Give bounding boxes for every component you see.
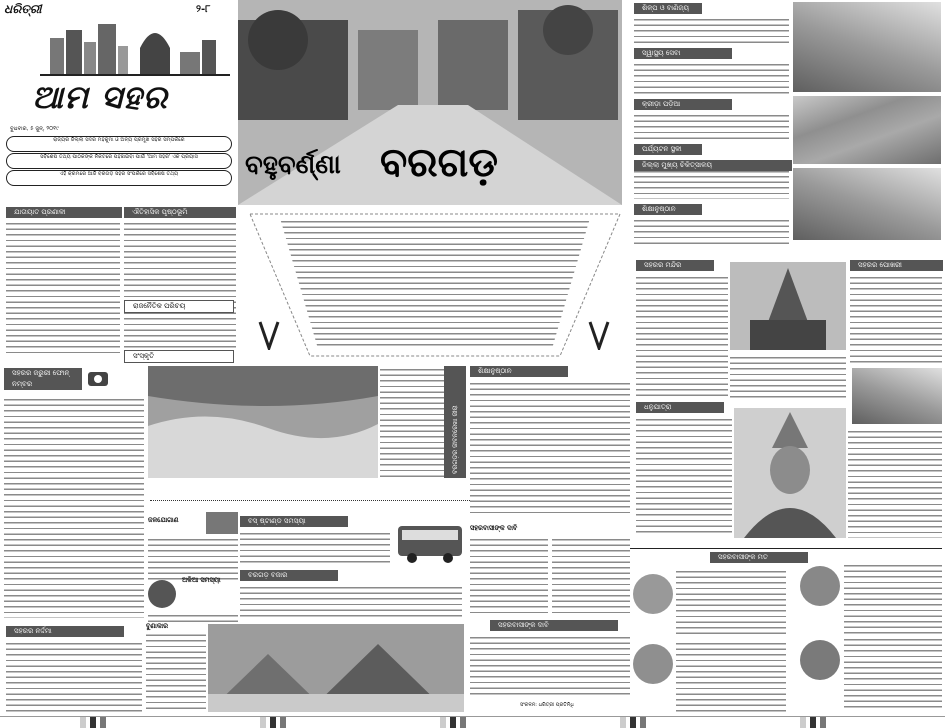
helpline-box — [4, 368, 144, 618]
section-header-demand-lower: ସହରବାସୀଙ୍କ ଦାବି — [490, 620, 618, 631]
lead-text-block — [280, 218, 590, 346]
headline-left: ବହୁବର୍ଣ୍ଣା — [245, 150, 341, 180]
section-header-weaving: ବୁଣାକାର — [146, 622, 206, 631]
people-icon — [206, 512, 238, 534]
section-header-drainage: ସହରର ନର୍ଦ୍ଦମା — [6, 626, 124, 637]
temple-text — [636, 274, 728, 398]
opinion-text-1 — [676, 568, 786, 638]
helpline-list — [4, 396, 144, 618]
temple-photo — [730, 262, 846, 350]
section-header-dhanuyatra: ଧନୁଯାତ୍ରା — [636, 402, 724, 413]
guide-dots — [150, 500, 470, 502]
building-photo-1 — [793, 2, 941, 92]
brand-name: ଧରିତ୍ରୀ — [4, 2, 42, 16]
section-header-politics: ରାଜନୈତିକ ପରିଚୟ — [124, 300, 234, 313]
opinion-divider — [630, 548, 942, 549]
garbage-text — [148, 612, 238, 622]
drainage-text — [6, 640, 142, 712]
kansa-photo — [734, 408, 846, 538]
page-number: ୨-୮ — [196, 4, 211, 15]
opinion-avatar-2 — [800, 566, 840, 606]
market-illustration — [208, 624, 464, 712]
bottom-strip — [0, 716, 945, 728]
demand-text-2 — [552, 536, 630, 616]
date-line: ବୁଧବାର, ୫ ଜୁନ୍, ୨୦୧୯ — [10, 126, 59, 132]
section-header-health: ସ୍ୱାସ୍ଥ୍ୟ ସେବା — [634, 48, 732, 59]
industry-text — [634, 16, 789, 46]
water-text — [148, 536, 238, 580]
lead-article — [240, 210, 630, 360]
bus-icon — [396, 520, 466, 564]
phone-icon — [86, 368, 110, 390]
opinion-text-2 — [844, 562, 942, 636]
education-mid-text — [470, 380, 630, 514]
section-header-industry: ଶିଳ୍ପ ଓ ବାଣିଜ୍ୟ — [634, 3, 702, 14]
section-header-education-mid: ଶିକ୍ଷାନୁଷ୍ଠାନ — [470, 366, 568, 377]
garbage-icon — [148, 580, 176, 608]
city-skyline-illustration — [40, 18, 230, 76]
section-header-water: ଜଳଯୋଗାଣ — [148, 516, 179, 524]
left-arrow-icon — [258, 320, 280, 350]
opinion-avatar-3 — [633, 644, 673, 684]
temple-text-2 — [730, 354, 846, 398]
market-text — [240, 584, 462, 620]
kansa-illustration — [734, 408, 846, 538]
right-arrow-icon — [588, 320, 610, 350]
weaving-text — [146, 626, 206, 712]
section-header-garbage: ଅଳିଆ ସମସ୍ୟା — [182, 576, 221, 584]
section-header-transport: ଯାତାୟାତ ପ୍ରଣାଳୀ — [6, 207, 122, 218]
section-header-helpline: ସହରର ଜରୁରୀ ଫୋନ୍ ନମ୍ବର — [4, 368, 82, 390]
section-header-temple: ସହରର ମନ୍ଦିର — [636, 260, 714, 271]
intro-pill-3: ଏହି କ୍ରମରେ ଆଜି ବରଗଡ଼ ସହର ସଂପର୍କରେ ସବିଶେଷ ତଥ୍ୟ — [6, 170, 232, 186]
supplement-title: ଆମ ସହର — [32, 78, 168, 116]
temple-illustration — [730, 262, 846, 350]
section-header-bus: ବସ୍ ଷ୍ଟାଣ୍ଡ ସମସ୍ୟା — [240, 516, 348, 527]
health-text — [634, 61, 789, 97]
section-header-demand: ସହରବାସୀଙ୍କ ଦାବି — [470, 524, 518, 532]
hospital-text — [634, 173, 789, 199]
river-illustration — [148, 366, 378, 478]
opinion-text-4 — [844, 636, 942, 712]
section-header-hospital: ଜିଲ୍ଲା ମୁଖ୍ୟ ଚିକିତ୍ସାଳୟ — [634, 160, 792, 171]
water-tank-photo — [793, 96, 941, 164]
pond-text — [850, 274, 942, 366]
river-text — [380, 366, 444, 478]
stadium-text — [634, 112, 789, 142]
section-header-stadium: କ୍ରୀଡ଼ା ପଡ଼ିଆ — [634, 99, 732, 110]
market-photo — [208, 624, 464, 712]
byline: ସଂକଳନ: ଧରିତ୍ରୀ ପ୍ରତିନିଧି — [520, 702, 574, 708]
section-header-education: ଶିକ୍ଷାନୁଷ୍ଠାନ — [634, 204, 702, 215]
section-header-history: ଐତିହାସିକ ପୃଷ୍ଠଭୂମି — [124, 207, 236, 218]
demand-text-1 — [470, 536, 548, 616]
section-header-culture: ସଂସ୍କୃତି — [124, 350, 234, 363]
transport-text — [6, 220, 120, 356]
history-text — [124, 220, 236, 348]
education-text — [634, 217, 789, 247]
opinion-text-3 — [676, 640, 786, 712]
pond-photo — [852, 368, 942, 424]
section-header-opinion: ସହରବାସୀଙ୍କ ମତ — [710, 552, 808, 563]
vertical-label-box — [444, 366, 466, 478]
dhanuyatra-text — [636, 416, 732, 534]
stadium-photo — [793, 168, 941, 240]
vertical-label: ବରଗଡ଼ର ଜୀବନରେଖା ଜୀରା — [451, 405, 459, 474]
section-header-pond: ସହରର ପୋଖରୀ — [850, 260, 943, 271]
demand-lower-text — [470, 634, 630, 698]
opinion-avatar-4 — [800, 640, 840, 680]
intro-pill-1: ରାଜ୍ୟର ଜିଲ୍ଲା ସଦର ମହକୁମା ଓ ଅନ୍ୟ ପ୍ରମୁଖ ସହର ସମ୍ପର୍କରେ — [6, 136, 232, 152]
dhanuyatra-text-2 — [848, 428, 942, 538]
opinion-avatar-1 — [633, 574, 673, 614]
masthead — [0, 0, 236, 195]
intro-pill-2: ସବିଶେଷ ତଥ୍ୟ ପାଠକଙ୍କ ନିକଟରେ ପହଞ୍ଚାଇବା ପାଇଁ 'ଆମ ସହର' ଏକ ପ୍ରୟାସ — [6, 153, 232, 169]
headline-right: ବରଗଡ଼ — [380, 140, 498, 186]
bus-text — [240, 530, 390, 564]
section-header-market: ବରଗଡ଼ ବଜାର — [240, 570, 338, 581]
river-photo — [148, 366, 378, 478]
section-header-tourism: ପର୍ଯ୍ୟଟନ ସ୍ଥଳୀ — [634, 144, 702, 155]
